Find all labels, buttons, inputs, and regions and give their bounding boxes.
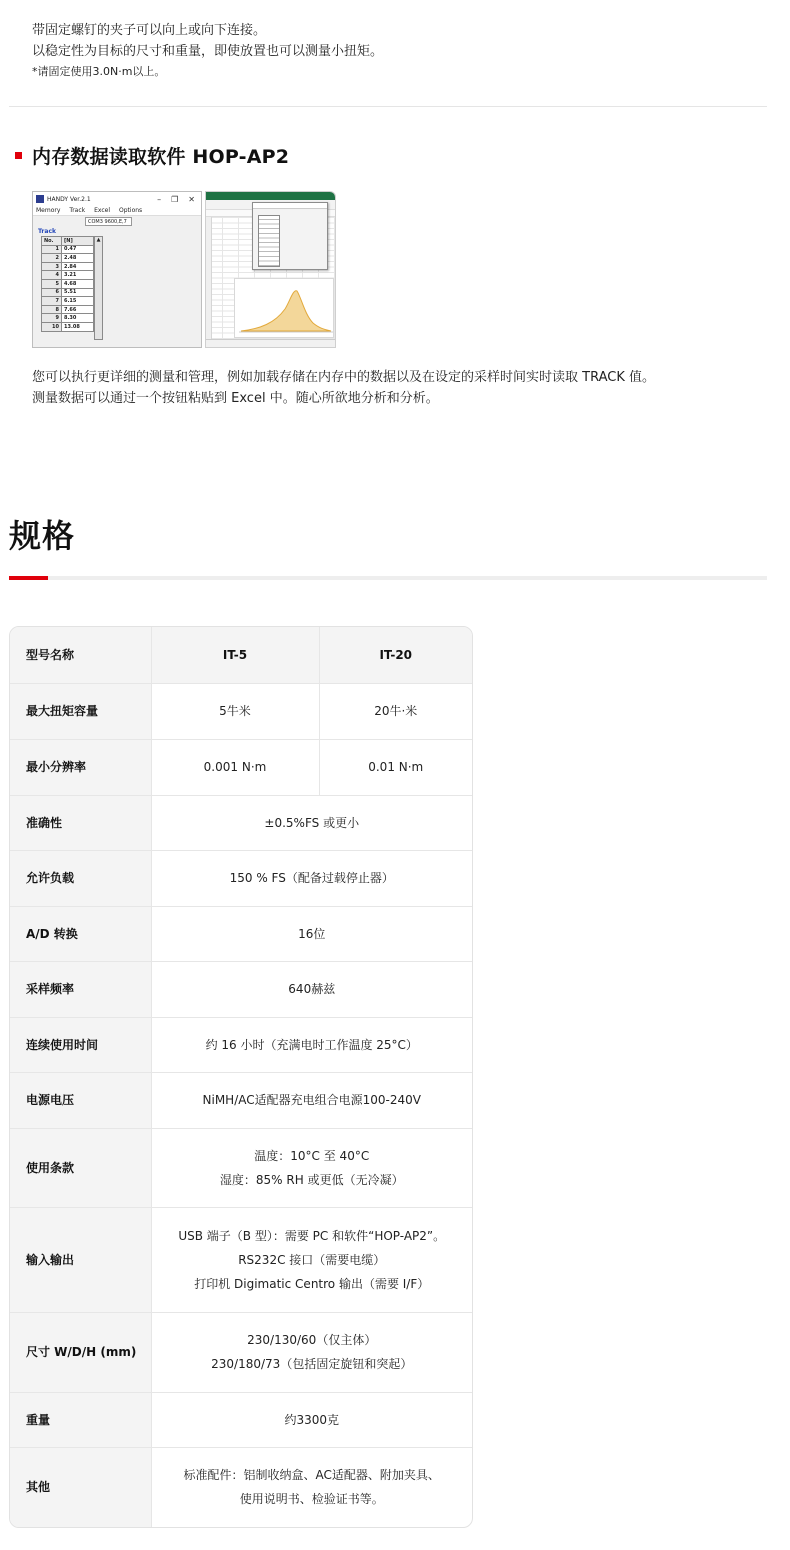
- table-row: [10, 961, 472, 1017]
- spec-line: 150 % FS（配备过载停止器）: [229, 871, 394, 885]
- table-row: [42, 271, 94, 280]
- menu-track: Track: [69, 207, 86, 214]
- spec-value: 5牛米: [151, 683, 319, 739]
- spec-label: A/D 转换: [10, 906, 151, 961]
- spec-line: 使用说明书、检验证书等。: [239, 1492, 384, 1507]
- spec-line: 16位: [298, 926, 326, 941]
- row-value: 6.15: [62, 297, 94, 306]
- row-no: 8: [42, 305, 62, 314]
- spec-header-row: [10, 627, 472, 683]
- spec-line: 标准配件：铝制收纳盒、AC适配器、附加夹具、: [183, 1468, 440, 1483]
- intro-line-1: 带固定螺钉的夹子可以向上或向下连接。: [32, 23, 267, 38]
- section-divider: [9, 106, 767, 107]
- track-table: [41, 236, 94, 332]
- spec-value: [151, 906, 472, 961]
- spec-line: 温度：10°C 至 40°C: [254, 1148, 370, 1163]
- row-value: 13.08: [62, 322, 94, 331]
- window-controls: [157, 195, 201, 204]
- software-section-title: [15, 140, 289, 170]
- app-title: HANDY Ver.2.1: [47, 195, 91, 203]
- excel-handy-popup: [252, 202, 328, 270]
- popup-titlebar: [253, 203, 327, 209]
- spec-value: [151, 1072, 472, 1128]
- col-no: No.: [42, 237, 62, 246]
- spec-value: [151, 961, 472, 1017]
- table-row: [42, 254, 94, 263]
- spec-heading: 规格: [9, 517, 76, 555]
- curve-fill: [241, 291, 331, 331]
- spec-line: 约 16 小时（充满电时工作温度 25°C）: [205, 1037, 418, 1052]
- spec-value: [151, 1128, 472, 1207]
- table-scrollbar: ▲: [94, 236, 103, 340]
- intro-line-2: 以稳定性为目标的尺寸和重量，即使放置也可以测量小扭矩。: [32, 44, 384, 59]
- spec-value: 0.01 N·m: [319, 739, 472, 795]
- excel-screenshot: [205, 191, 336, 348]
- track-table-header: [42, 237, 94, 246]
- row-value: 2.84: [62, 262, 94, 271]
- intro-text: [32, 20, 752, 82]
- spec-line: 约3300克: [284, 1412, 340, 1427]
- spec-label: 连续使用时间: [10, 1017, 151, 1072]
- table-row: [10, 1392, 472, 1447]
- app-titlebar: [33, 192, 201, 206]
- table-row: [42, 297, 94, 306]
- table-row: [10, 1312, 472, 1392]
- spec-table: [9, 626, 473, 1528]
- model-it20: IT-20: [319, 627, 472, 683]
- table-row: [10, 906, 472, 961]
- spec-value: [151, 1447, 472, 1527]
- table-row: [10, 1128, 472, 1207]
- table-row: [42, 305, 94, 314]
- underline-accent: [9, 576, 48, 580]
- spec-value: 0.001 N·m: [151, 739, 319, 795]
- spec-label: 型号名称: [10, 627, 151, 683]
- row-no: 2: [42, 254, 62, 263]
- excel-sheet-tabs: [206, 339, 336, 347]
- table-row: [10, 683, 472, 739]
- row-no: 7: [42, 297, 62, 306]
- popup-list: [258, 215, 280, 267]
- table-row: [10, 1447, 472, 1527]
- row-value: 4.68: [62, 279, 94, 288]
- app-logo-icon: [36, 195, 44, 203]
- spec-label: 尺寸 W/D/H (mm): [10, 1312, 151, 1392]
- close-icon: ✕: [188, 194, 195, 204]
- table-row: [10, 1017, 472, 1072]
- row-value: 0.47: [62, 245, 94, 254]
- table-row: [10, 850, 472, 906]
- table-row: [10, 1207, 472, 1312]
- spec-label: 允许负载: [10, 850, 151, 906]
- row-no: 3: [42, 262, 62, 271]
- row-no: 4: [42, 271, 62, 280]
- menu-memory: Memory: [36, 207, 61, 214]
- spec-label: 最小分辨率: [10, 739, 151, 795]
- table-row: [42, 245, 94, 254]
- spec-label: 使用条款: [10, 1128, 151, 1207]
- spec-label: 输入输出: [10, 1207, 151, 1312]
- software-title: 内存数据读取软件 HOP-AP2: [32, 145, 290, 168]
- spec-line: 640赫兹: [288, 982, 336, 996]
- table-row: [10, 795, 472, 850]
- spec-line: NiMH/AC适配器充电组合电源100-240V: [202, 1093, 421, 1107]
- spec-value: [151, 1392, 472, 1447]
- spec-value: [151, 795, 472, 850]
- table-row: [42, 288, 94, 297]
- maximize-icon: ❐: [171, 194, 179, 204]
- spec-value: [151, 850, 472, 906]
- spec-line: USB 端子（B 型）：需要 PC 和软件“HOP-AP2”。: [178, 1228, 446, 1243]
- table-row: [42, 322, 94, 331]
- row-no: 10: [42, 322, 62, 331]
- row-no: 1: [42, 245, 62, 254]
- spec-label: 采样频率: [10, 961, 151, 1017]
- desc-line-2: 测量数据可以通过一个按钮粘贴到 Excel 中。随心所欲地分析和分析。: [32, 391, 439, 406]
- software-description: [32, 367, 772, 409]
- distribution-curve: [235, 279, 335, 339]
- spec-label: 电源电压: [10, 1072, 151, 1128]
- menu-options: Options: [119, 207, 143, 214]
- table-row: [10, 1072, 472, 1128]
- row-no: 9: [42, 314, 62, 323]
- menu-excel: Excel: [94, 207, 111, 214]
- spec-label: 最大扭矩容量: [10, 683, 151, 739]
- spec-label: 其他: [10, 1447, 151, 1527]
- spec-value: [151, 1207, 472, 1312]
- spec-line: RS232C 接口（需要电缆）: [238, 1252, 386, 1267]
- handy-app-screenshot: [32, 191, 202, 348]
- spec-line: ±0.5%FS 或更小: [264, 815, 360, 830]
- row-no: 5: [42, 279, 62, 288]
- table-row: [42, 262, 94, 271]
- minimize-icon: –: [157, 194, 162, 204]
- desc-line-1: 您可以执行更详细的测量和管理，例如加载存储在内存中的数据以及在设定的采样时间实时读取 TRACK 值。: [32, 370, 655, 385]
- row-value: 3.21: [62, 271, 94, 280]
- spec-value: [151, 1312, 472, 1392]
- spec-value: 20牛·米: [319, 683, 472, 739]
- row-no: 6: [42, 288, 62, 297]
- col-n: [N]: [62, 237, 94, 246]
- intro-note: *请固定使用3.0N·m以上。: [32, 65, 166, 78]
- spec-label: 准确性: [10, 795, 151, 850]
- table-row: [10, 739, 472, 795]
- row-value: 2.48: [62, 254, 94, 263]
- app-menubar: [33, 206, 201, 216]
- excel-row-headers: [206, 217, 212, 339]
- table-row: [42, 279, 94, 288]
- spec-line: 230/180/73（包括固定旋钮和突起）: [211, 1357, 413, 1371]
- table-row: [42, 314, 94, 323]
- track-label: Track: [38, 228, 56, 235]
- excel-chart: [234, 278, 334, 338]
- spec-line: 湿度：85% RH 或更低（无冷凝）: [219, 1172, 404, 1187]
- row-value: 5.51: [62, 288, 94, 297]
- row-value: 8.30: [62, 314, 94, 323]
- excel-ribbon: [206, 192, 335, 200]
- spec-value: [151, 1017, 472, 1072]
- spec-heading-underline: [9, 576, 767, 580]
- port-select: COM3 9600,E,7: [85, 217, 132, 226]
- model-it5: IT-5: [151, 627, 319, 683]
- spec-line: 打印机 Digimatic Centro 输出（需要 I/F）: [194, 1276, 430, 1291]
- title-bullet-icon: [15, 152, 22, 159]
- row-value: 7.66: [62, 305, 94, 314]
- spec-label: 重量: [10, 1392, 151, 1447]
- spec-line: 230/130/60（仅主体）: [247, 1333, 377, 1347]
